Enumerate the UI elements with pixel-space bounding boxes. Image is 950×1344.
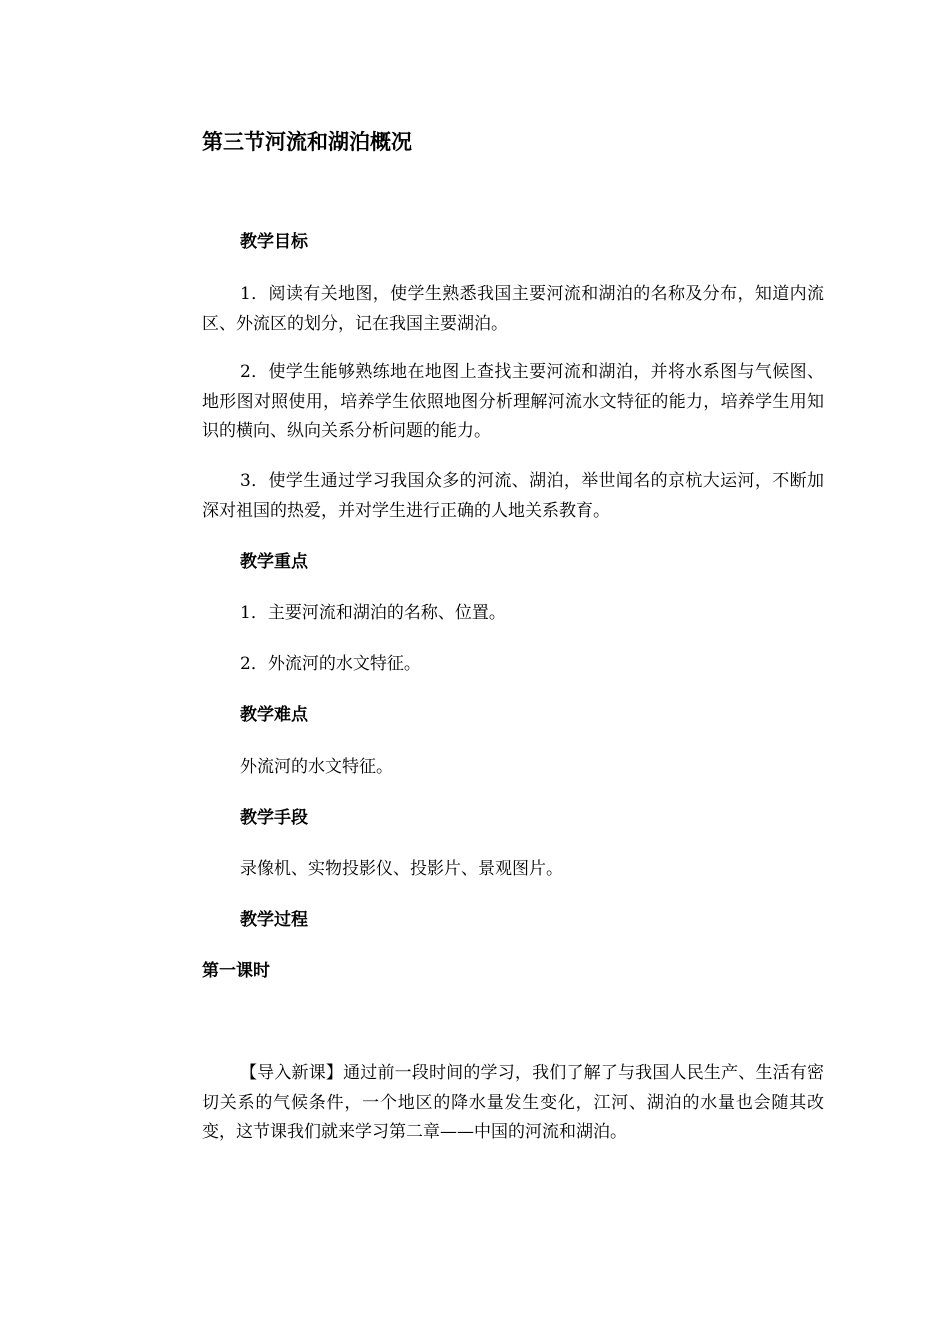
key-point-item-1: 1．主要河流和湖泊的名称、位置。	[240, 603, 506, 623]
means-text: 录像机、实物投影仪、投影片、景观图片。	[240, 859, 563, 879]
heading-key-points: 教学重点	[240, 552, 308, 572]
heading-objectives: 教学目标	[240, 232, 308, 252]
objective-item-1: 1．阅读有关地图，使学生熟悉我国主要河流和湖泊的名称及分布，知道内流区、外流区的划分，记在我国主要湖泊。	[202, 284, 824, 334]
objective-item-3: 3．使学生通过学习我国众多的河流、湖泊，举世闻名的京杭大运河，不断加深对祖国的热爱，并对学生进行正确的人地关系教育。	[202, 471, 824, 521]
difficulty-text: 外流河的水文特征。	[240, 757, 393, 777]
objective-item-2: 2．使学生能够熟练地在地图上查找主要河流和湖泊，并将水系图与气候图、地形图对照使用，培养学生依照地图分析理解河流水文特征的能力，培养学生用知识的横向、纵向关系分析问题的能力。	[202, 362, 824, 441]
document-title: 第三节河流和湖泊概况	[202, 130, 412, 154]
intro-paragraph: 【导入新课】通过前一段时间的学习，我们了解了与我国人民生产、生活有密切关系的气候条件，一个地区的降水量发生变化，江河、湖泊的水量也会随其改变，这节课我们就来学习第二章——中国的河流和湖泊。	[202, 1063, 824, 1142]
heading-difficulties: 教学难点	[240, 705, 308, 725]
heading-lesson-1: 第一课时	[202, 961, 270, 981]
key-point-item-2: 2．外流河的水文特征。	[240, 654, 421, 674]
heading-process: 教学过程	[240, 910, 308, 930]
heading-means: 教学手段	[240, 808, 308, 828]
